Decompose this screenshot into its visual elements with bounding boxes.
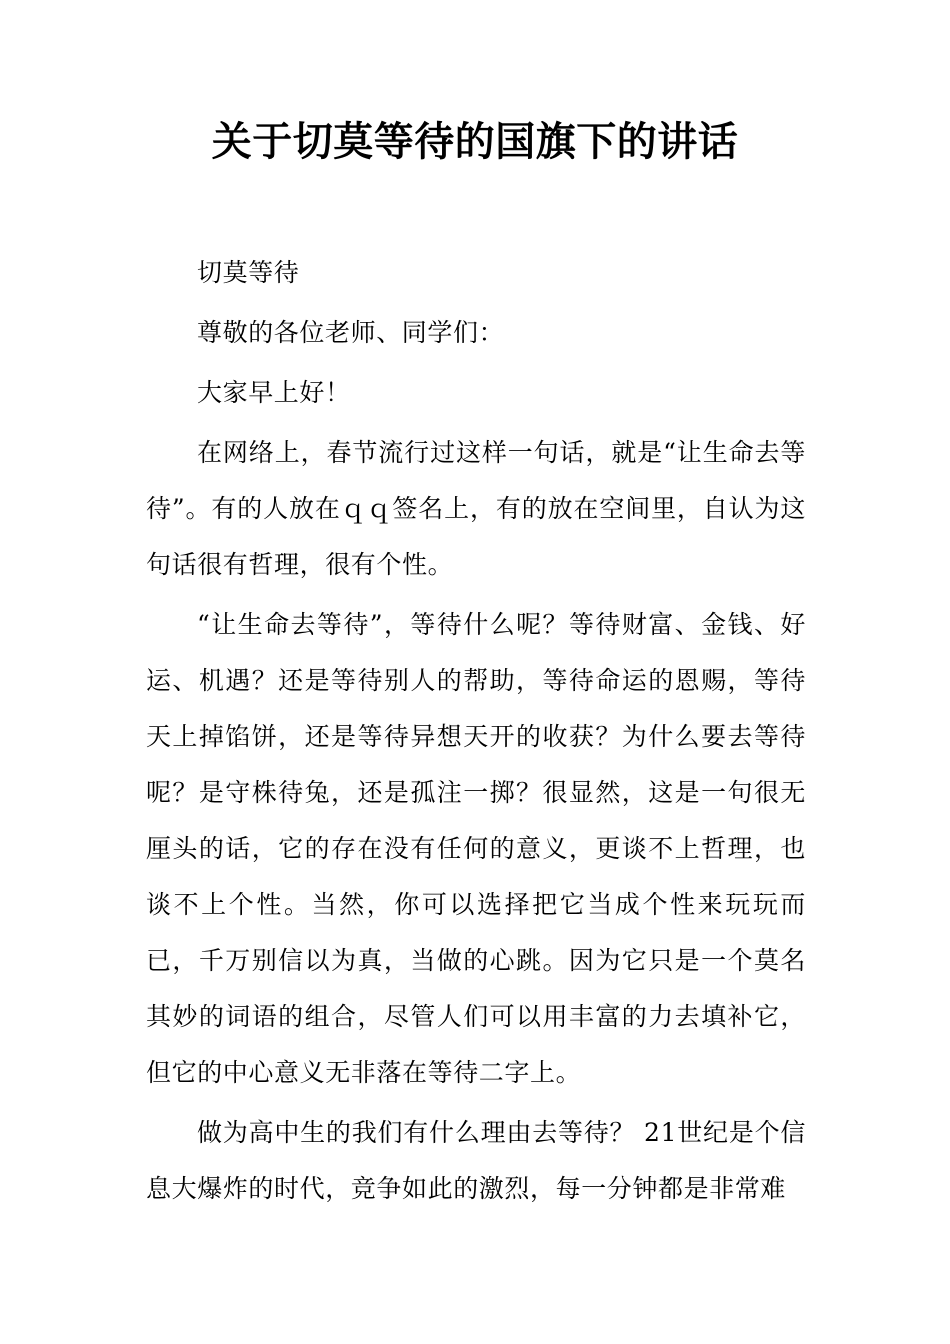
paragraph: 做为高中生的我们有什么理由去等待？ 21世纪是个信息大爆炸的时代，竞争如此的激烈，每一分钟都是非常难 — [146, 1118, 806, 1203]
paragraph: “让生命去等待”，等待什么呢？等待财富、金钱、好运、机遇？还是等待别人的帮助，等待命运的恩赐，等待天上掉馅饼，还是等待异想天开的收获？为什么要去等待呢？是守株待兔，还是孤注一掷？很显然，这是一句很无厘头的话，它的存在没有任何的意义，更谈不上哲理，也谈不上个性。当然，你可以选择把它当成个性来玩玩而已，千万别信以为真，当做的心跳。因为它只是一个莫名其妙的词语的组合，尽管人们可以用丰富的力去填补它，但它的中心意义无非落在等待二字上。 — [146, 610, 806, 1087]
document-title: 关于切莫等待的国旗下的讲话 — [211, 118, 739, 165]
paragraph-salutation: 尊敬的各位老师、同学们： — [197, 318, 505, 347]
paragraph-greeting: 大家早上好！ — [197, 378, 351, 407]
paragraph-subtitle: 切莫等待 — [197, 258, 300, 287]
document-body — [146, 245, 806, 1221]
paragraph: 在网络上，春节流行过这样一句话，就是“让生命去等待”。有的人放在ｑｑ签名上，有的放在空间里，自认为这句话很有哲理，很有个性。 — [146, 438, 806, 579]
